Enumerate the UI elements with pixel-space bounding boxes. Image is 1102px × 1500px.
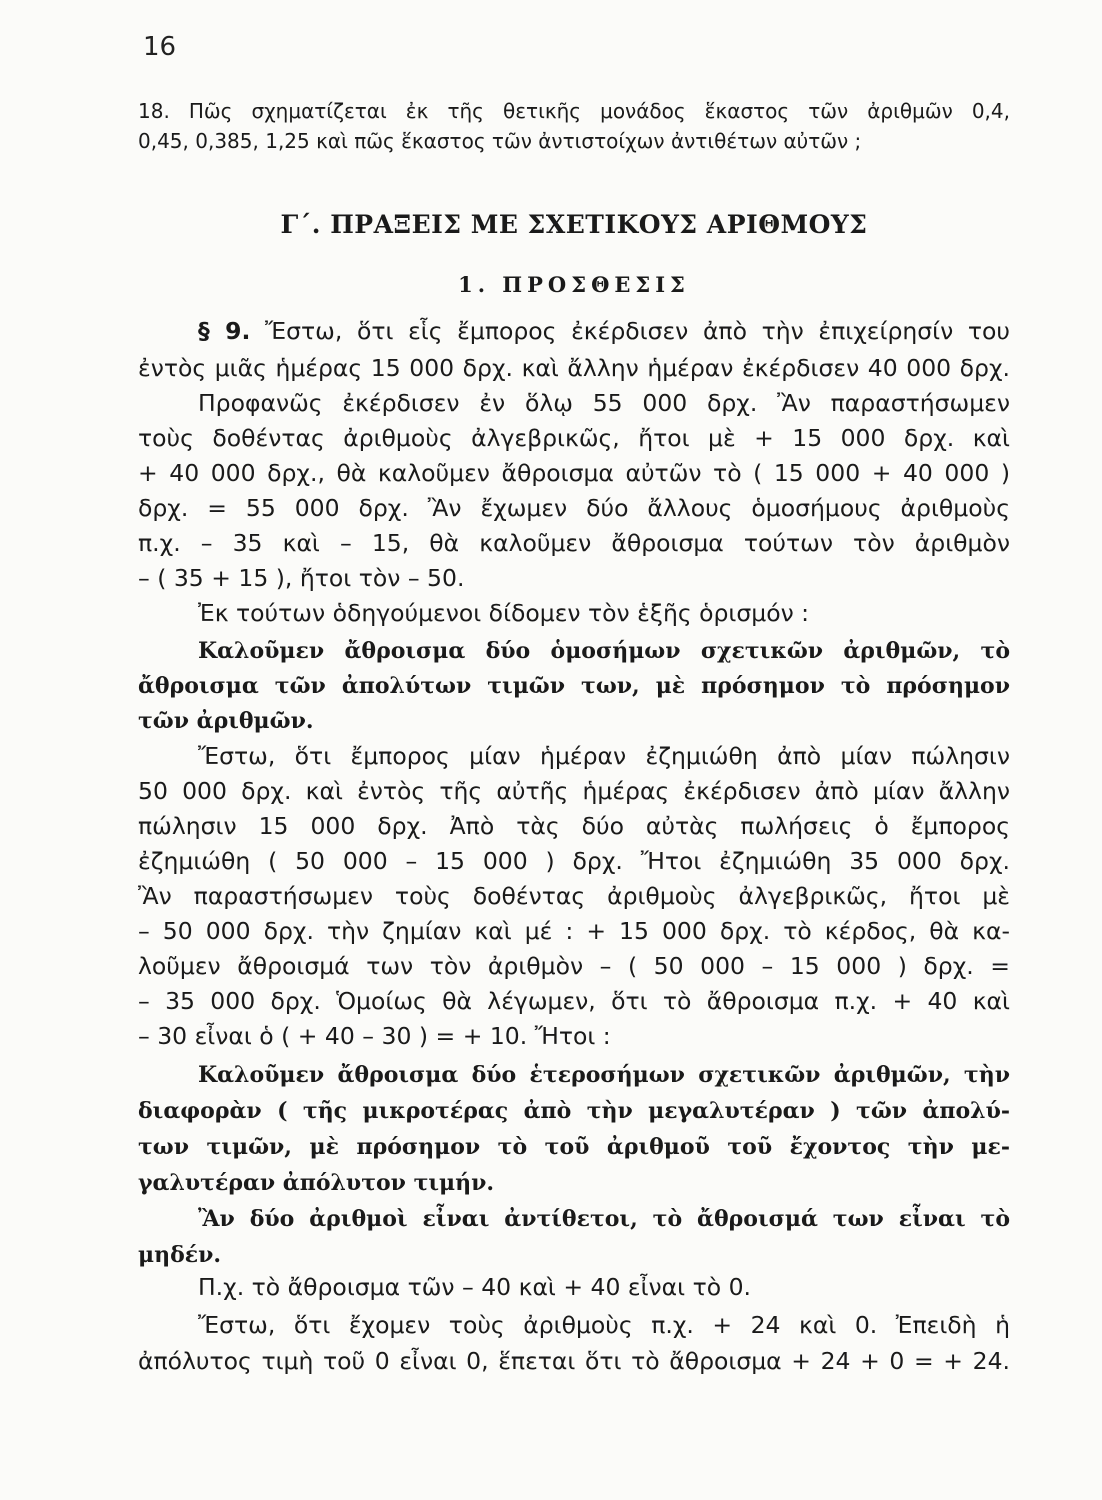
definition-2-line-2: διαφορὰν ( τῆς μικροτέρας ἀπὸ τὴν μεγαλυτέραν ) τῶν ἀπολύ- — [138, 1098, 1010, 1124]
definition-1-line-3: τῶν ἀριθμῶν. — [138, 708, 314, 734]
paragraph-2-line-8: – 35 000 δρχ. Ὁμοίως θὰ λέγωμεν, ὅτι τὸ ἄθροισμα π.χ. + 40 καὶ — [138, 987, 1010, 1015]
definition-2-line-1: Καλοῦμεν ἄθροισμα δύο ἑτεροσήμων σχετικῶν ἀριθμῶν, τὴν — [198, 1062, 1010, 1088]
paragraph-9-line-4: τοὺς δοθέντας ἀριθμοὺς ἀλγεβρικῶς, ἤτοι μὲ + 15 000 δρχ. καὶ — [138, 424, 1010, 452]
subsection-heading: 1. ΠΡΟΣΘΕΣΙΣ — [458, 272, 690, 297]
paragraph-9-line-2: ἐντὸς μιᾶς ἡμέρας 15 000 δρχ. καὶ ἄλλην ἡμέραν ἐκέρδισεν 40 000 δρχ. — [138, 354, 1010, 382]
paragraph-number: § 9. — [198, 317, 251, 345]
paragraph-2-line-9: – 30 εἶναι ὁ ( + 40 – 30 ) = + 10. Ἤτοι : — [138, 1022, 611, 1050]
paragraph-9-line-5: + 40 000 δρχ., θὰ καλοῦμεν ἄθροισμα αὐτῶν τὸ ( 15 000 + 40 000 ) — [138, 459, 1010, 487]
paragraph-3-line-3: ἀπόλυτος τιμὴ τοῦ 0 εἶναι 0, ἕπεται ὅτι τὸ ἄθροισμα + 24 + 0 = + 24. — [138, 1347, 1010, 1375]
paragraph-9-line-1-text: Ἔστω, ὅτι εἷς ἔμπορος ἐκέρδισεν ἀπὸ τὴν ἐπιχείρησίν του — [265, 317, 1010, 345]
definition-3-line-1: Ἂν δύο ἀριθμοὶ εἶναι ἀντίθετοι, τὸ ἄθροισμά των εἶναι τὸ — [198, 1206, 1010, 1232]
paragraph-2-line-2: 50 000 δρχ. καὶ ἐντὸς τῆς αὐτῆς ἡμέρας ἐκέρδισεν ἀπὸ μίαν ἄλλην — [138, 777, 1010, 805]
page-number: 16 — [143, 32, 177, 62]
paragraph-9-line-9: Ἐκ τούτων ὁδηγούμενοι δίδομεν τὸν ἑξῆς ὁρισμόν : — [198, 599, 810, 627]
definition-2-line-3: των τιμῶν, μὲ πρόσημον τὸ τοῦ ἀριθμοῦ τοῦ ἔχοντος τὴν με- — [138, 1134, 1010, 1160]
definition-3-line-2: μηδέν. — [138, 1242, 222, 1268]
paragraph-3-line-2: Ἔστω, ὅτι ἔχομεν τοὺς ἀριθμοὺς π.χ. + 24 καὶ 0. Ἐπειδὴ ἡ — [198, 1311, 1010, 1339]
paragraph-9-line-6: δρχ. = 55 000 δρχ. Ἂν ἔχωμεν δύο ἄλλους ὁμοσήμους ἀριθμοὺς — [138, 494, 1010, 522]
paragraph-9-line-8: – ( 35 + 15 ), ἤτοι τὸν – 50. — [138, 564, 465, 592]
paragraph-2-line-3: πώλησιν 15 000 δρχ. Ἀπὸ τὰς δύο αὐτὰς πωλήσεις ὁ ἔμπορος — [138, 812, 1010, 840]
section-heading: Γ΄. ΠΡΑΞΕΙΣ ΜΕ ΣΧΕΤΙΚΟΥΣ ΑΡΙΘΜΟΥΣ — [280, 210, 868, 239]
paragraph-2-line-1: Ἔστω, ὅτι ἔμπορος μίαν ἡμέραν ἐζημιώθη ἀπὸ μίαν πώλησιν — [198, 742, 1010, 770]
exercise-18-line-1: 18. Πῶς σχηματίζεται ἐκ τῆς θετικῆς μονάδος ἕκαστος τῶν ἀριθμῶν 0,4, — [138, 99, 1010, 123]
paragraph-2-line-4: ἐζημιώθη ( 50 000 – 15 000 ) δρχ. Ἤτοι ἐζημιώθη 35 000 δρχ. — [138, 847, 1010, 875]
definition-1-line-1: Καλοῦμεν ἄθροισμα δύο ὁμοσήμων σχετικῶν ἀριθμῶν, τὸ — [198, 638, 1010, 664]
paragraph-2-line-5: Ἂν παραστήσωμεν τοὺς δοθέντας ἀριθμοὺς ἀλγεβρικῶς, ἤτοι μὲ — [138, 882, 1010, 910]
paragraph-9-line-3: Προφανῶς ἐκέρδισεν ἐν ὅλῳ 55 000 δρχ. Ἂν παραστήσωμεν — [198, 389, 1010, 417]
exercise-18-line-2: 0,45, 0,385, 1,25 καὶ πῶς ἕκαστος τῶν ἀντιστοίχων ἀντιθέτων αὐτῶν ; — [138, 129, 862, 153]
definition-2-line-4: γαλυτέραν ἀπόλυτον τιμήν. — [138, 1170, 495, 1196]
definition-1-line-2: ἄθροισμα τῶν ἀπολύτων τιμῶν των, μὲ πρόσημον τὸ πρόσημον — [138, 673, 1010, 699]
paragraph-2-line-6: – 50 000 δρχ. τὴν ζημίαν καὶ μέ : + 15 000 δρχ. τὸ κέρδος, θὰ κα- — [138, 917, 1010, 945]
paragraph-3-line-1: Π.χ. τὸ ἄθροισμα τῶν – 40 καὶ + 40 εἶναι τὸ 0. — [198, 1273, 751, 1301]
paragraph-9-line-1 — [198, 316, 1010, 346]
paragraph-2-line-7: λοῦμεν ἄθροισμά των τὸν ἀριθμὸν – ( 50 000 – 15 000 ) δρχ. = — [138, 952, 1010, 980]
paragraph-9-line-7: π.χ. – 35 καὶ – 15, θὰ καλοῦμεν ἄθροισμα τούτων τὸν ἀριθμὸν — [138, 529, 1010, 557]
